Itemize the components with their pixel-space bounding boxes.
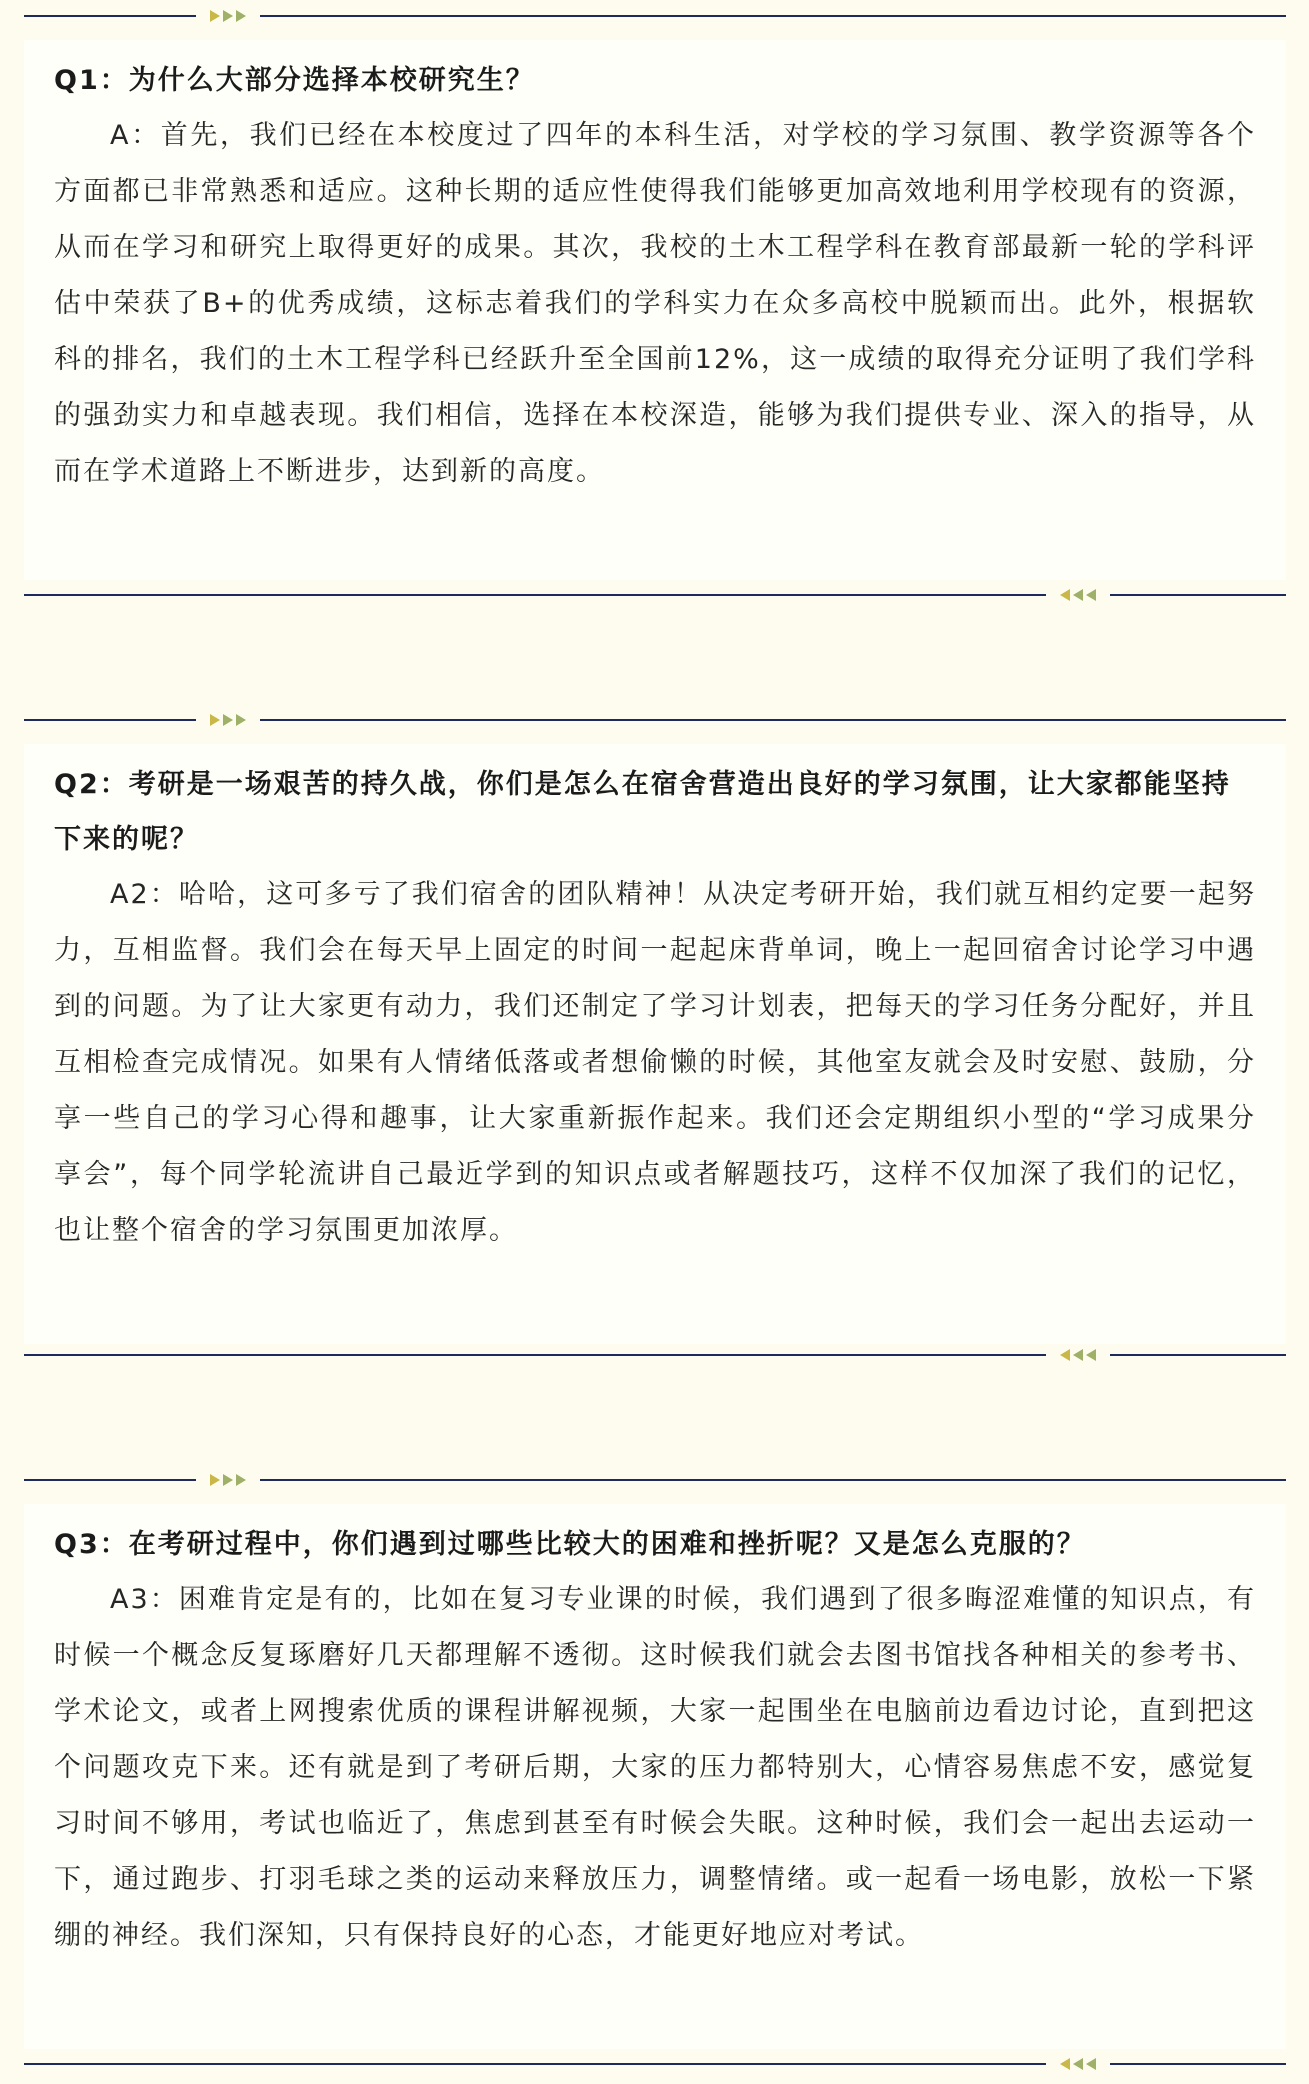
right-arrows-icon bbox=[200, 710, 256, 730]
top-divider-2 bbox=[24, 710, 1286, 730]
question-3: Q3：在考研过程中，你们遇到过哪些比较大的困难和挫折呢？又是怎么克服的？ bbox=[54, 1529, 1086, 1560]
bottom-divider-3 bbox=[24, 2054, 1286, 2074]
qa-card-1 bbox=[24, 40, 1286, 580]
right-arrows-icon bbox=[200, 6, 256, 26]
left-arrows-icon bbox=[1050, 585, 1106, 605]
answer-2: A2：哈哈，这可多亏了我们宿舍的团队精神！从决定考研开始，我们就互相约定要一起努力，互相监督。我们会在每天早上固定的时间一起起床背单词，晚上一起回宿舍讨论学习中遇到的问题。为了让大家更有动力，我们还制定了学习计划表，把每天的学习任务分配好，并且互相检查完成情况。如果有人情绪低落或者想偷懒的时候，其他室友就会及时安慰、鼓励，分享一些自己的学习心得和趣事，让大家重新振作起来。我们还会定期组织小型的“学习成果分享会”，每个同学轮流讲自己最近学到的知识点或者解题技巧，这样不仅加深了我们的记忆，也让整个宿舍的学习氛围更加浓厚。 bbox=[54, 879, 1256, 1246]
question-1: Q1：为什么大部分选择本校研究生？ bbox=[54, 65, 535, 96]
answer-1: A：首先，我们已经在本校度过了四年的本科生活，对学校的学习氛围、教学资源等各个方面都已非常熟悉和适应。这种长期的适应性使得我们能够更加高效地利用学校现有的资源，从而在学习和研究上取得更好的成果。其次，我校的土木工程学科在教育部最新一轮的学科评估中荣获了B+的优秀成绩，这标志着我们的学科实力在众多高校中脱颖而出。此外，根据软科的排名，我们的土木工程学科已经跃升至全国前12%，这一成绩的取得充分证明了我们学科的强劲实力和卓越表现。我们相信，选择在本校深造，能够为我们提供专业、深入的指导，从而在学术道路上不断进步，达到新的高度。 bbox=[54, 120, 1256, 487]
question-2: Q2：考研是一场艰苦的持久战，你们是怎么在宿舍营造出良好的学习氛围，让大家都能坚持下来的呢？ bbox=[54, 769, 1231, 855]
bottom-divider-2 bbox=[24, 1345, 1286, 1365]
right-arrows-icon bbox=[200, 1470, 256, 1490]
qa-card-2 bbox=[24, 744, 1286, 1344]
qa-card-3 bbox=[24, 1504, 1286, 2049]
left-arrows-icon bbox=[1050, 2054, 1106, 2074]
bottom-divider-1 bbox=[24, 585, 1286, 605]
answer-3: A3：困难肯定是有的，比如在复习专业课的时候，我们遇到了很多晦涩难懂的知识点，有时候一个概念反复琢磨好几天都理解不透彻。这时候我们就会去图书馆找各种相关的参考书、学术论文，或者上网搜索优质的课程讲解视频，大家一起围坐在电脑前边看边讨论，直到把这个问题攻克下来。还有就是到了考研后期，大家的压力都特别大，心情容易焦虑不安，感觉复习时间不够用，考试也临近了，焦虑到甚至有时候会失眠。这种时候，我们会一起出去运动一下，通过跑步、打羽毛球之类的运动来释放压力，调整情绪。或一起看一场电影，放松一下紧绷的神经。我们深知，只有保持良好的心态，才能更好地应对考试。 bbox=[54, 1584, 1256, 1951]
top-divider-3 bbox=[24, 1470, 1286, 1490]
left-arrows-icon bbox=[1050, 1345, 1106, 1365]
top-divider-1 bbox=[24, 6, 1286, 26]
